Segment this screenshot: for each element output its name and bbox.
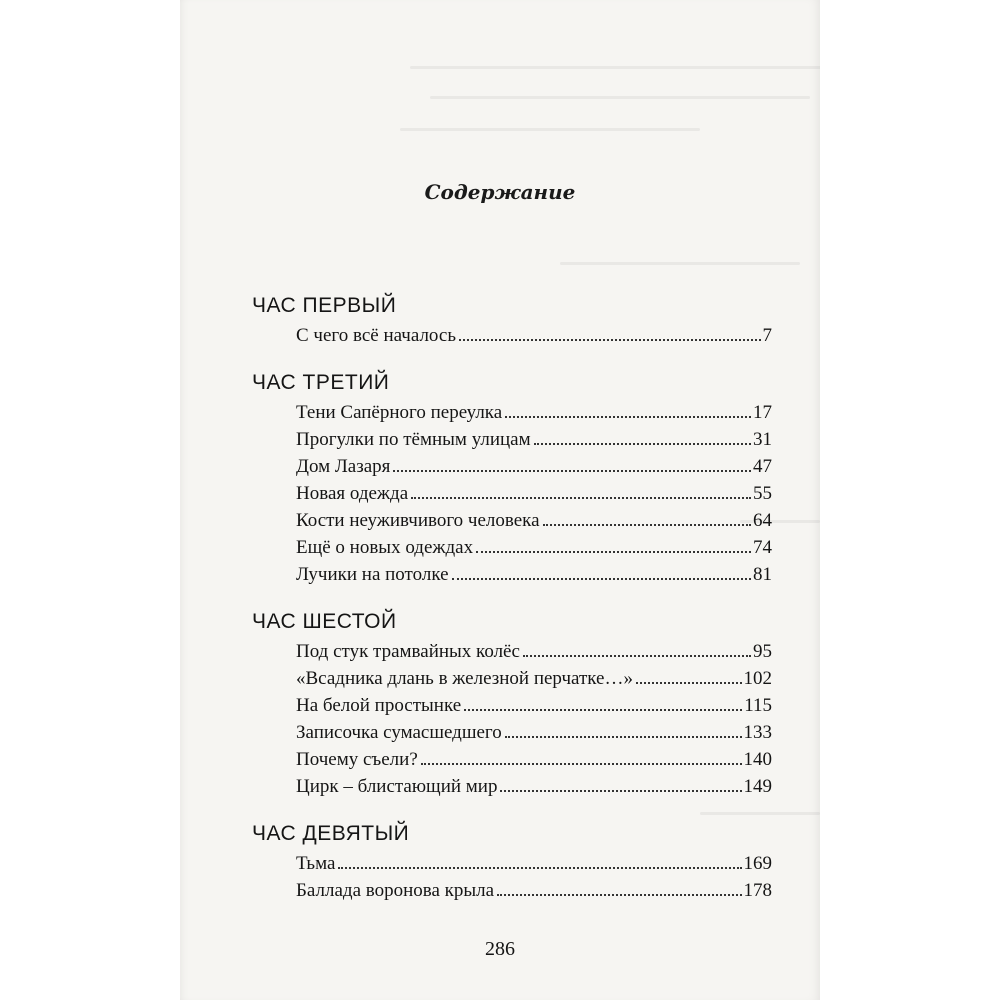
toc-entry [296, 426, 772, 453]
dot-leader [338, 867, 741, 869]
entry-title: Ещё о новых одеждах [296, 537, 474, 558]
toc-entry [296, 746, 772, 773]
entry-page-number: 64 [753, 510, 772, 531]
toc-entry [296, 322, 772, 349]
entry-title: Записочка сумасшедшего [296, 722, 502, 743]
entry-page-number: 133 [743, 722, 772, 743]
show-through-line [560, 262, 800, 265]
dot-leader [534, 443, 751, 445]
part-title: ЧАС ДЕВЯТЫЙ [252, 822, 410, 845]
toc-entry [296, 850, 772, 877]
toc-part [252, 820, 772, 904]
entry-page-number: 17 [753, 402, 772, 423]
entry-title: Кости неуживчивого человека [296, 510, 540, 531]
entry-title: Баллада воронова крыла [296, 880, 495, 901]
part-title: ЧАС ТРЕТИЙ [252, 371, 390, 394]
entry-page-number: 102 [743, 668, 772, 689]
toc-entry [296, 719, 772, 746]
toc-entry [296, 399, 772, 426]
show-through-line [410, 66, 820, 69]
toc-part [252, 292, 772, 349]
entry-page-number: 169 [743, 853, 772, 874]
entry-page-number: 178 [743, 880, 772, 901]
dot-leader [393, 470, 751, 472]
entry-page-number: 115 [744, 695, 772, 716]
dot-leader [505, 416, 751, 418]
entry-title: Тьма [296, 853, 336, 874]
dot-leader [411, 497, 751, 499]
dot-leader [452, 578, 751, 580]
toc-entry [296, 480, 772, 507]
dot-leader [497, 894, 741, 896]
entry-page-number: 74 [753, 537, 772, 558]
entry-page-number: 31 [753, 429, 772, 450]
part-title: ЧАС ШЕСТОЙ [252, 610, 397, 633]
dot-leader [543, 524, 751, 526]
entry-page-number: 47 [753, 456, 772, 477]
entry-title: Под стук трамвайных колёс [296, 641, 520, 662]
toc-entry [296, 773, 772, 800]
dot-leader [523, 655, 751, 657]
dot-leader [500, 790, 741, 792]
toc-entry [296, 665, 772, 692]
toc-entry [296, 561, 772, 588]
toc-entry [296, 692, 772, 719]
toc-entry [296, 877, 772, 904]
entry-title: Цирк – блистающий мир [296, 776, 498, 797]
entry-title: На белой простынке [296, 695, 462, 716]
entry-title: Лучики на потолке [296, 564, 449, 585]
show-through-line [430, 96, 810, 99]
entry-title: «Всадника длань в железной перчатке…» [296, 668, 633, 689]
entry-page-number: 140 [743, 749, 772, 770]
part-title: ЧАС ПЕРВЫЙ [252, 294, 397, 317]
toc-part [252, 608, 772, 800]
toc-entry [296, 534, 772, 561]
entry-title: С чего всё началось [296, 325, 457, 346]
entry-page-number: 149 [743, 776, 772, 797]
toc-part [252, 369, 772, 588]
toc-entry [296, 507, 772, 534]
entry-page-number: 7 [762, 325, 772, 346]
entry-title: Новая одежда [296, 483, 409, 504]
page-number: 286 [485, 938, 515, 960]
entry-page-number: 55 [753, 483, 772, 504]
entry-title: Почему съели? [296, 749, 418, 770]
table-of-contents [252, 292, 772, 904]
dot-leader [421, 763, 742, 765]
contents-heading: Содержание [424, 180, 576, 204]
entry-page-number: 95 [753, 641, 772, 662]
entry-page-number: 81 [753, 564, 772, 585]
dot-leader [464, 709, 742, 711]
entry-title: Прогулки по тёмным улицам [296, 429, 531, 450]
book-page [180, 0, 820, 1000]
dot-leader [636, 682, 742, 684]
dot-leader [505, 736, 742, 738]
toc-entry [296, 453, 772, 480]
show-through-line [400, 128, 700, 131]
dot-leader [476, 551, 751, 553]
dot-leader [459, 339, 760, 341]
toc-entry [296, 638, 772, 665]
entry-title: Тени Сапёрного переулка [296, 402, 503, 423]
entry-title: Дом Лазаря [296, 456, 391, 477]
